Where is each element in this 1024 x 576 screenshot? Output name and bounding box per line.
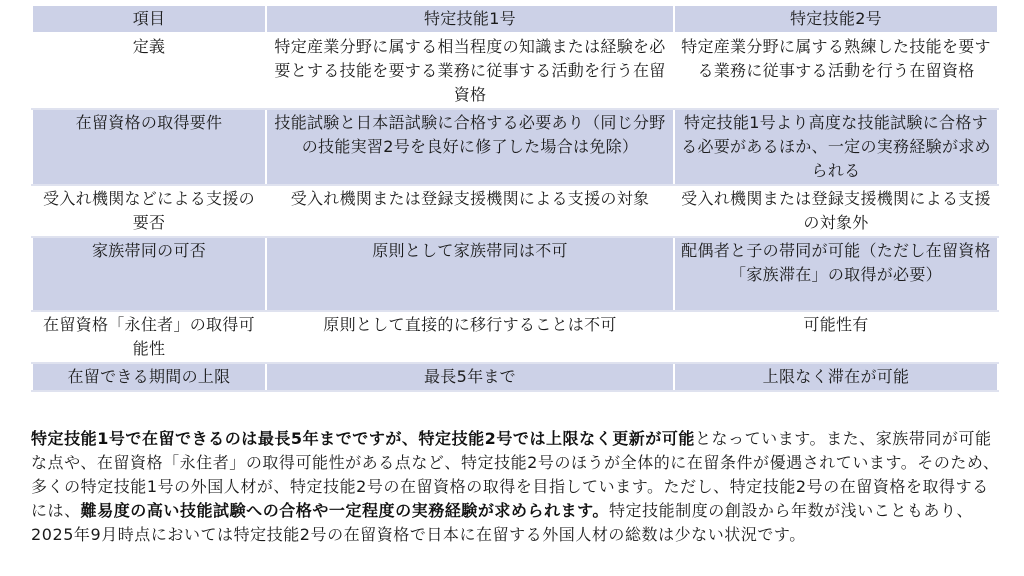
header-ssw1: 特定技能1号 [266, 6, 674, 33]
table-cell: 原則として直接的に移行することは不可 [266, 311, 674, 363]
comparison-table [31, 6, 999, 392]
table-cell: 在留資格「永住者」の取得可能性 [32, 311, 266, 363]
table-cell: 配偶者と子の帯同が可能（ただし在留資格「家族滞在」の取得が必要） [674, 237, 998, 311]
table-cell: 受入れ機関または登録支援機関による支援の対象 [266, 185, 674, 237]
header-ssw2: 特定技能2号 [674, 6, 998, 33]
table-cell: 原則として家族帯同は不可 [266, 237, 674, 311]
bold-text: 難易度の高い技能試験への合格や一定程度の実務経験が求められます。 [80, 501, 609, 520]
body-text: 特定技能制度の創設から年数が浅いこともあり、2025年9月時点においては特定技能2号の在留資格で日本に在留する外国人材の総数は少ない状況です。 [31, 501, 974, 544]
comparison-table-wrapper [31, 6, 997, 392]
table-row [32, 363, 998, 391]
table-header-row [32, 6, 998, 33]
table-cell: 受入れ機関などによる支援の要否 [32, 185, 266, 237]
table-cell: 在留できる期間の上限 [32, 363, 266, 391]
table-row [32, 33, 998, 109]
summary-paragraph [31, 427, 1003, 547]
table-cell: 家族帯同の可否 [32, 237, 266, 311]
table-cell: 最長5年まで [266, 363, 674, 391]
header-item: 項目 [32, 6, 266, 33]
table-cell: 特定技能1号より高度な技能試験に合格する必要があるほか、一定の実務経験が求められる [674, 109, 998, 185]
table-cell: 技能試験と日本語試験に合格する必要あり（同じ分野の技能実習2号を良好に修了した場合は免除） [266, 109, 674, 185]
table-row [32, 185, 998, 237]
table-row [32, 237, 998, 311]
table-cell: 上限なく滞在が可能 [674, 363, 998, 391]
body-text: となっています。また、家族帯同が可能な点や、在留資格「永住者」の取得可能性がある点など、特定技能2号のほうが全体的に在留条件が優遇されています。そのため、多くの特定技能1号の外国人材が、特定技能2号の在留資格の取得を目指しています。ただし、特定技能2号の在留資格を取得するには、 [31, 429, 1000, 520]
table-cell: 受入れ機関または登録支援機関による支援の対象外 [674, 185, 998, 237]
table-cell: 特定産業分野に属する熟練した技能を要する業務に従事する活動を行う在留資格 [674, 33, 998, 109]
bold-text: 特定技能1号で在留できるのは最長5年までですが、特定技能2号では上限なく更新が可能 [31, 429, 695, 448]
table-cell: 特定産業分野に属する相当程度の知識または経験を必要とする技能を要する業務に従事する活動を行う在留資格 [266, 33, 674, 109]
table-cell: 在留資格の取得要件 [32, 109, 266, 185]
table-row [32, 109, 998, 185]
table-cell: 可能性有 [674, 311, 998, 363]
table-row [32, 311, 998, 363]
table-cell: 定義 [32, 33, 266, 109]
